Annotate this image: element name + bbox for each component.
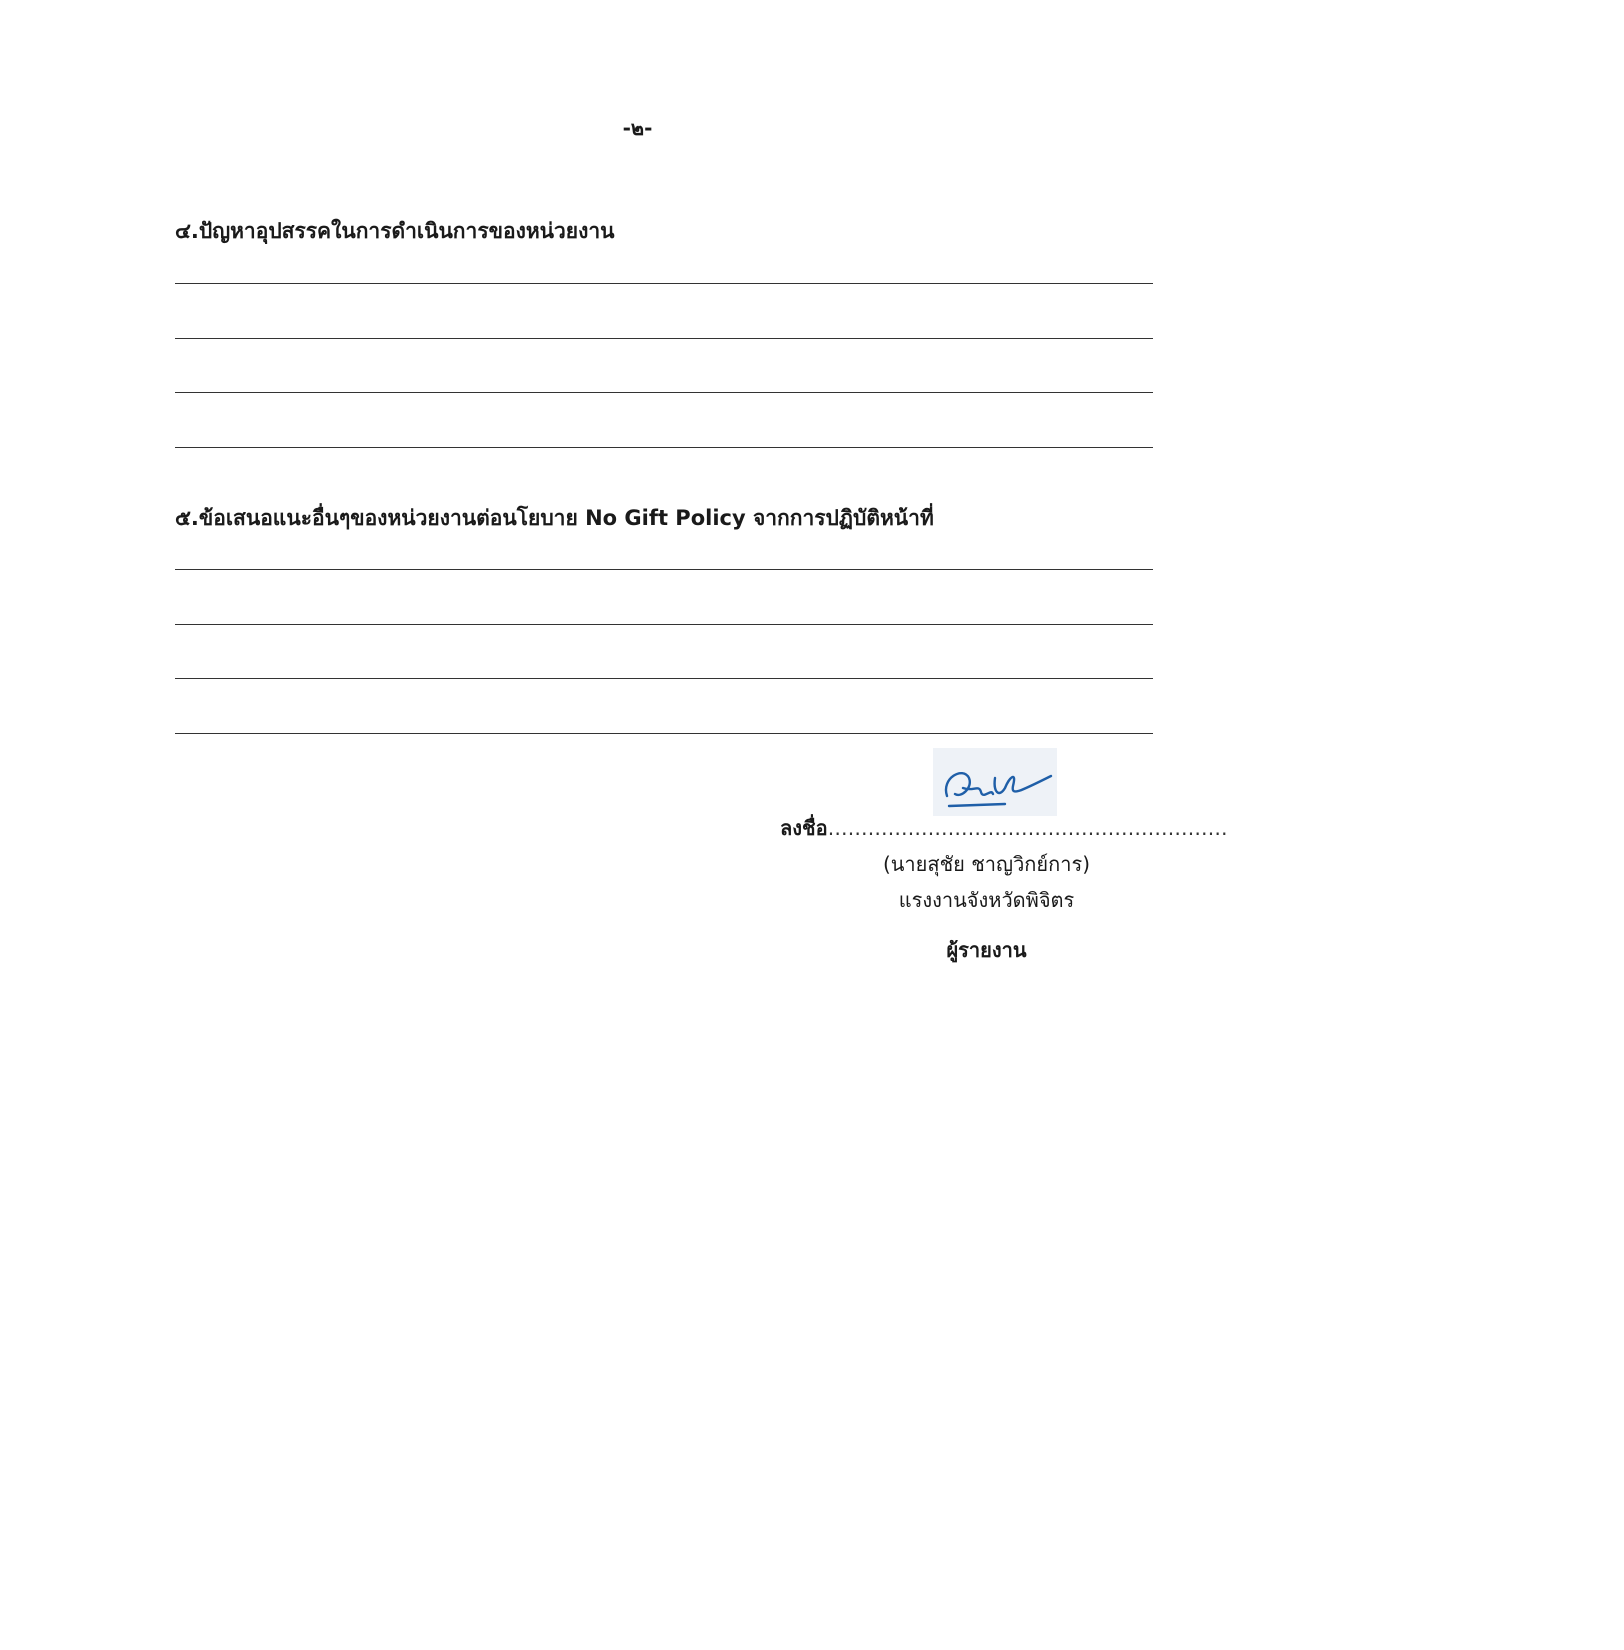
section-4-rule [175,338,1153,339]
section-4-rule [175,447,1153,448]
signer-name: (นายสุชัย ชาญวิกย์การ) [882,852,1091,876]
section-4-rule [175,283,1153,284]
section-5-rule [175,678,1153,679]
sign-label: ลงชื่อ [780,816,828,840]
section-5-heading: ๕.ข้อเสนอแนะอื่นๆของหน่วยงานต่อนโยบาย No Gift Policy จากการปฏิบัติหน้าที่ [175,506,934,530]
signer-role: ผู้รายงาน [946,938,1027,962]
signature-dots: …………………………………………………… [827,816,1228,840]
signature-image [933,748,1057,816]
section-5-rule [175,624,1153,625]
section-5-rule [175,569,1153,570]
page-number: -๒- [622,116,653,140]
signer-position: แรงงานจังหวัดพิจิตร [898,888,1075,912]
section-4-heading: ๔.ปัญหาอุปสรรคในการดำเนินการของหน่วยงาน [175,219,615,243]
signature-row [780,812,1228,844]
section-5-rule [175,733,1153,734]
section-4-rule [175,392,1153,393]
